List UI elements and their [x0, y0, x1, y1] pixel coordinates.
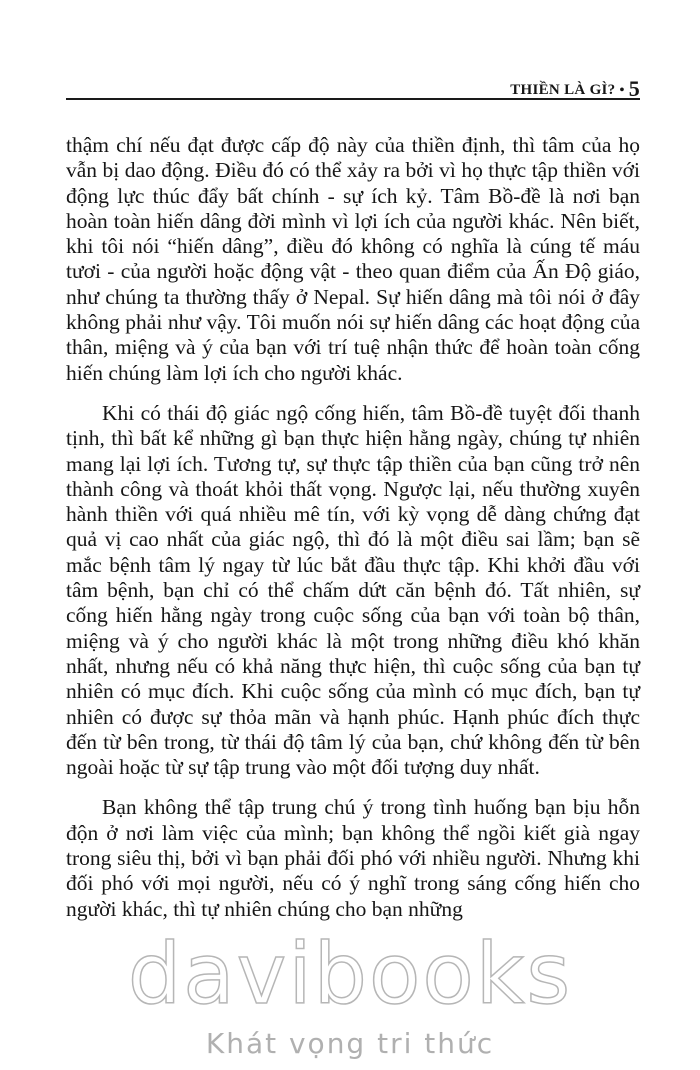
running-head	[510, 74, 640, 100]
paragraph-2: Khi có thái độ giác ngộ cống hiến, tâm Bồ-đề tuyệt đối thanh tịnh, thì bất kể những gì bạn thực hiện hằng ngày, chúng tự nhiên mang lại lợi ích. Tương tự, sự thực tập thiền của bạn cũng trở nên thành công và thoát khỏi thất vọng. Ngược lại, nếu thường xuyên hành thiền với quá nhiều mê tín, với kỳ vọng dễ dàng chứng đạt quả vị cao nhất của giác ngộ, thì đó là một điều sai lầm; bạn sẽ mắc bệnh tâm lý ngay từ lúc bắt đầu thực tập. Khi khởi đầu với tâm bệnh, bạn chỉ có thể chấm dứt căn bệnh đó. Tất nhiên, sự cống hiến hằng ngày trong cuộc sống của bạn với toàn bộ thân, miệng và ý cho người khác là một trong những điều khó khăn nhất, nhưng nếu có khả năng thực hiện, thì cuộc sống của bạn tự nhiên có mục đích. Khi cuộc sống của mình có mục đích, bạn tự nhiên có được sự thỏa mãn và hạnh phúc. Hạnh phúc đích thực đến từ bên trong, từ thái độ tâm lý của bạn, chứ không đến từ bên ngoài hoặc từ sự tập trung vào một đối tượng duy nhất.	[66, 400, 640, 780]
body-text	[66, 133, 640, 937]
chapter-title: THIỀN LÀ GÌ?	[510, 82, 616, 98]
paragraph-3: Bạn không thể tập trung chú ý trong tình huống bạn bịu hỗn độn ở nơi làm việc của mình; bạn không thể ngồi kiết già ngay trong siêu thị, bởi vì bạn phải đối phó với nhiều người. Nhưng khi đối phó với mọi người, nếu có ý nghĩ trong sáng cống hiến cho người khác, thì tự nhiên chúng cho bạn những	[66, 795, 640, 921]
page-header	[66, 70, 640, 100]
paragraph-1: thậm chí nếu đạt được cấp độ này của thiền định, thì tâm của họ vẫn bị dao động. Điều đó có thể xảy ra bởi vì họ thực tập thiền với động lực thúc đẩy bất chính - sự ích kỷ. Tâm Bồ-đề là nơi bạn hoàn toàn hiến dâng đời mình vì lợi ích của người khác. Nên biết, khi tôi nói “hiến dâng”, điều đó không có nghĩa là cúng tế máu tươi - của người hoặc động vật - theo quan điểm của Ấn Độ giáo, như chúng ta thường thấy ở Nepal. Sự hiến dâng mà tôi nói ở đây không phải như vậy. Tôi muốn nói sự hiến dâng các hoạt động của thân, miệng và ý của bạn với trí tuệ nhận thức để hoàn toàn cống hiến chúng làm lợi ích cho người khác.	[66, 133, 640, 385]
watermark-slogan: Khát vọng tri thức	[205, 1027, 495, 1060]
watermark	[0, 925, 700, 1070]
page-number: 5	[628, 76, 640, 101]
header-separator: •	[619, 83, 625, 98]
watermark-brand: davibooks	[127, 925, 573, 1023]
